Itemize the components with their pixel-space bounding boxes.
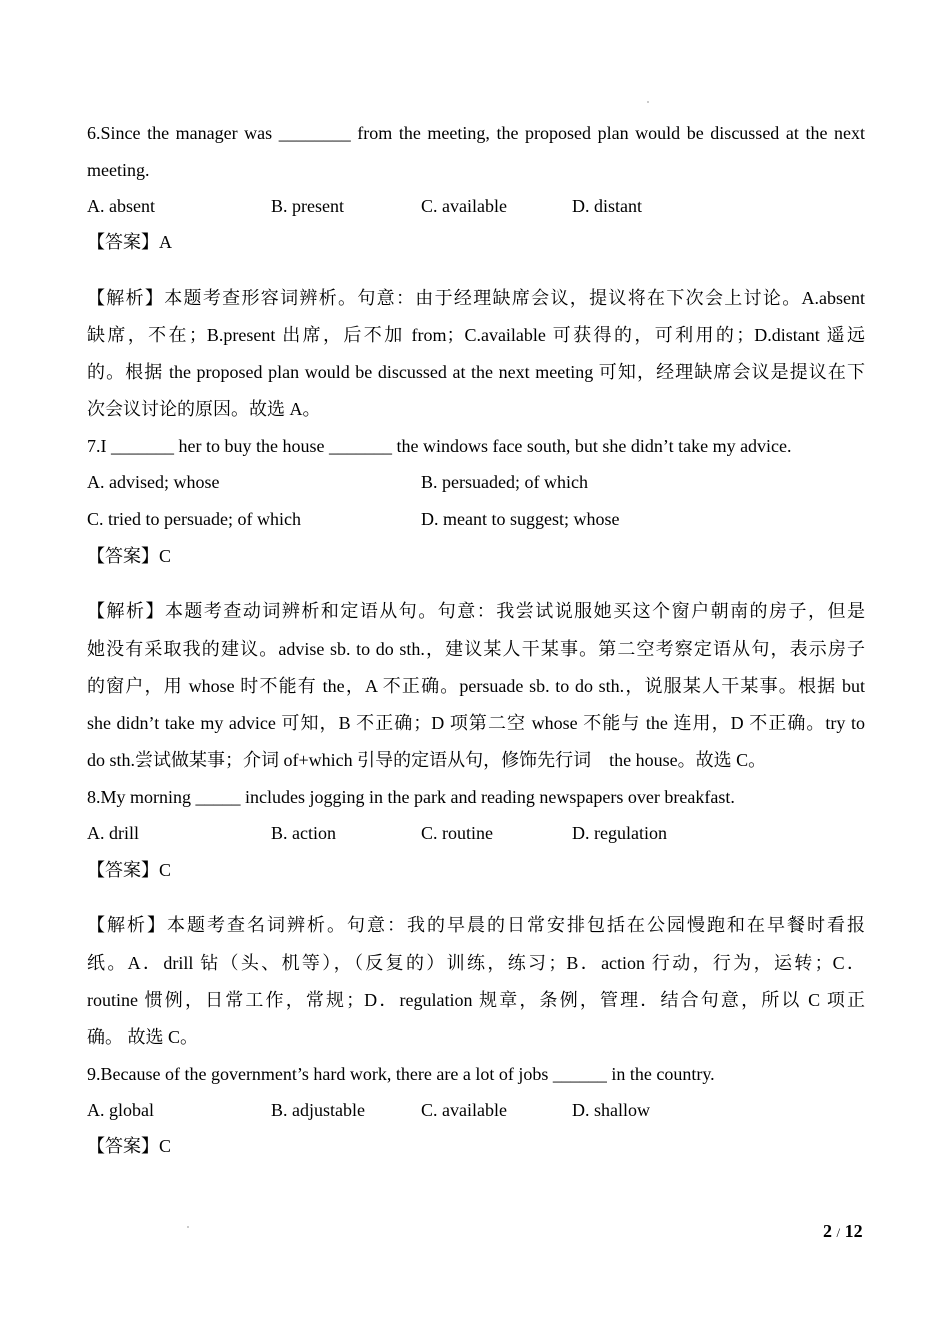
page-separator: / xyxy=(836,1225,841,1240)
question-6-option-a: A. absent xyxy=(87,196,155,216)
question-8-analysis-line-2: 纸。A．drill 钻（头、机等），（反复的）训练，练习；B．action 行动，行为，运转；C． xyxy=(87,953,865,973)
question-6-analysis-line-2: 缺席，不在；B.present 出席，后不加 from；C.available 可获得的，可利用的；D.distant 遥远 xyxy=(87,325,865,345)
page-number xyxy=(823,1221,863,1242)
question-9-option-a: A. global xyxy=(87,1100,154,1120)
question-7-stem-line-1: 7.I _______ her to buy the house _______ the windows face south, but she didn’t take my advice. xyxy=(87,436,792,456)
question-6-stem-line-2: meeting. xyxy=(87,160,150,180)
question-7-analysis-line-5: do sth.尝试做某事；介词 of+which 引导的定语从句，修饰先行词 the house。故选 C。 xyxy=(87,750,767,770)
question-6-stem-line-1: 6.Since the manager was ________ from the meeting, the proposed plan would be discussed at the next xyxy=(87,123,865,143)
question-7-option-b: B. persuaded; of which xyxy=(421,472,588,492)
question-8-analysis-line-3: routine 惯例，日常工作，常规；D．regulation 规章，条例，管理．结合句意，所以 C 项正 xyxy=(87,990,865,1010)
question-6-analysis-line-3: 的。根据 the proposed plan would be discussed at the next meeting 可知，经理缺席会议是提议在下 xyxy=(87,362,865,382)
question-9-stem-line-1: 9.Because of the government’s hard work, there are a lot of jobs ______ in the country. xyxy=(87,1064,715,1084)
question-6-analysis-line-4: 次会议讨论的原因。故选 A。 xyxy=(87,399,321,419)
question-9-answer: 【答案】C xyxy=(87,1136,172,1156)
question-8-option-a: A. drill xyxy=(87,823,139,843)
question-6-option-d: D. distant xyxy=(572,196,642,216)
question-7-option-a: A. advised; whose xyxy=(87,472,220,492)
question-6-option-c: C. available xyxy=(421,196,507,216)
question-8-option-b: B. action xyxy=(271,823,336,843)
question-9-option-d: D. shallow xyxy=(572,1100,650,1120)
question-8-option-c: C. routine xyxy=(421,823,493,843)
page-total: 12 xyxy=(844,1221,863,1241)
decorative-dot-top xyxy=(647,101,649,103)
question-6-analysis-line-1: 【解析】本题考查形容词辨析。句意：由于经理缺席会议，提议将在下次会上讨论。A.absent xyxy=(87,288,865,308)
question-7-option-c: C. tried to persuade; of which xyxy=(87,509,301,529)
decorative-dot-bottom xyxy=(187,1226,189,1228)
question-7-analysis-line-2: 她没有采取我的建议。advise sb. to do sth.，建议某人干某事。第二空考察定语从句，表示房子 xyxy=(87,639,865,659)
question-6-option-b: B. present xyxy=(271,196,344,216)
question-7-answer: 【答案】C xyxy=(87,546,172,566)
page-current: 2 xyxy=(823,1221,832,1241)
question-8-analysis-line-1: 【解析】本题考查名词辨析。句意：我的早晨的日常安排包括在公园慢跑和在早餐时看报 xyxy=(87,915,865,935)
question-7-analysis-line-4: she didn’t take my advice 可知，B 不正确；D 项第二空 whose 不能与 the 连用，D 不正确。try to xyxy=(87,713,865,733)
question-8-answer: 【答案】C xyxy=(87,860,172,880)
question-8-stem-line-1: 8.My morning _____ includes jogging in the park and reading newspapers over breakfast. xyxy=(87,787,735,807)
question-8-option-d: D. regulation xyxy=(572,823,667,843)
question-7-analysis-line-3: 的窗户，用 whose 时不能有 the，A 不正确。persuade sb. to do sth.，说服某人干某事。根据 but xyxy=(87,676,865,696)
question-8-analysis-line-4: 确。 故选 C。 xyxy=(87,1027,199,1047)
question-7-analysis-line-1: 【解析】本题考查动词辨析和定语从句。句意：我尝试说服她买这个窗户朝南的房子，但是 xyxy=(87,601,865,621)
question-9-option-b: B. adjustable xyxy=(271,1100,365,1120)
question-6-answer: 【答案】A xyxy=(87,232,172,252)
question-7-option-d: D. meant to suggest; whose xyxy=(421,509,620,529)
question-9-option-c: C. available xyxy=(421,1100,507,1120)
